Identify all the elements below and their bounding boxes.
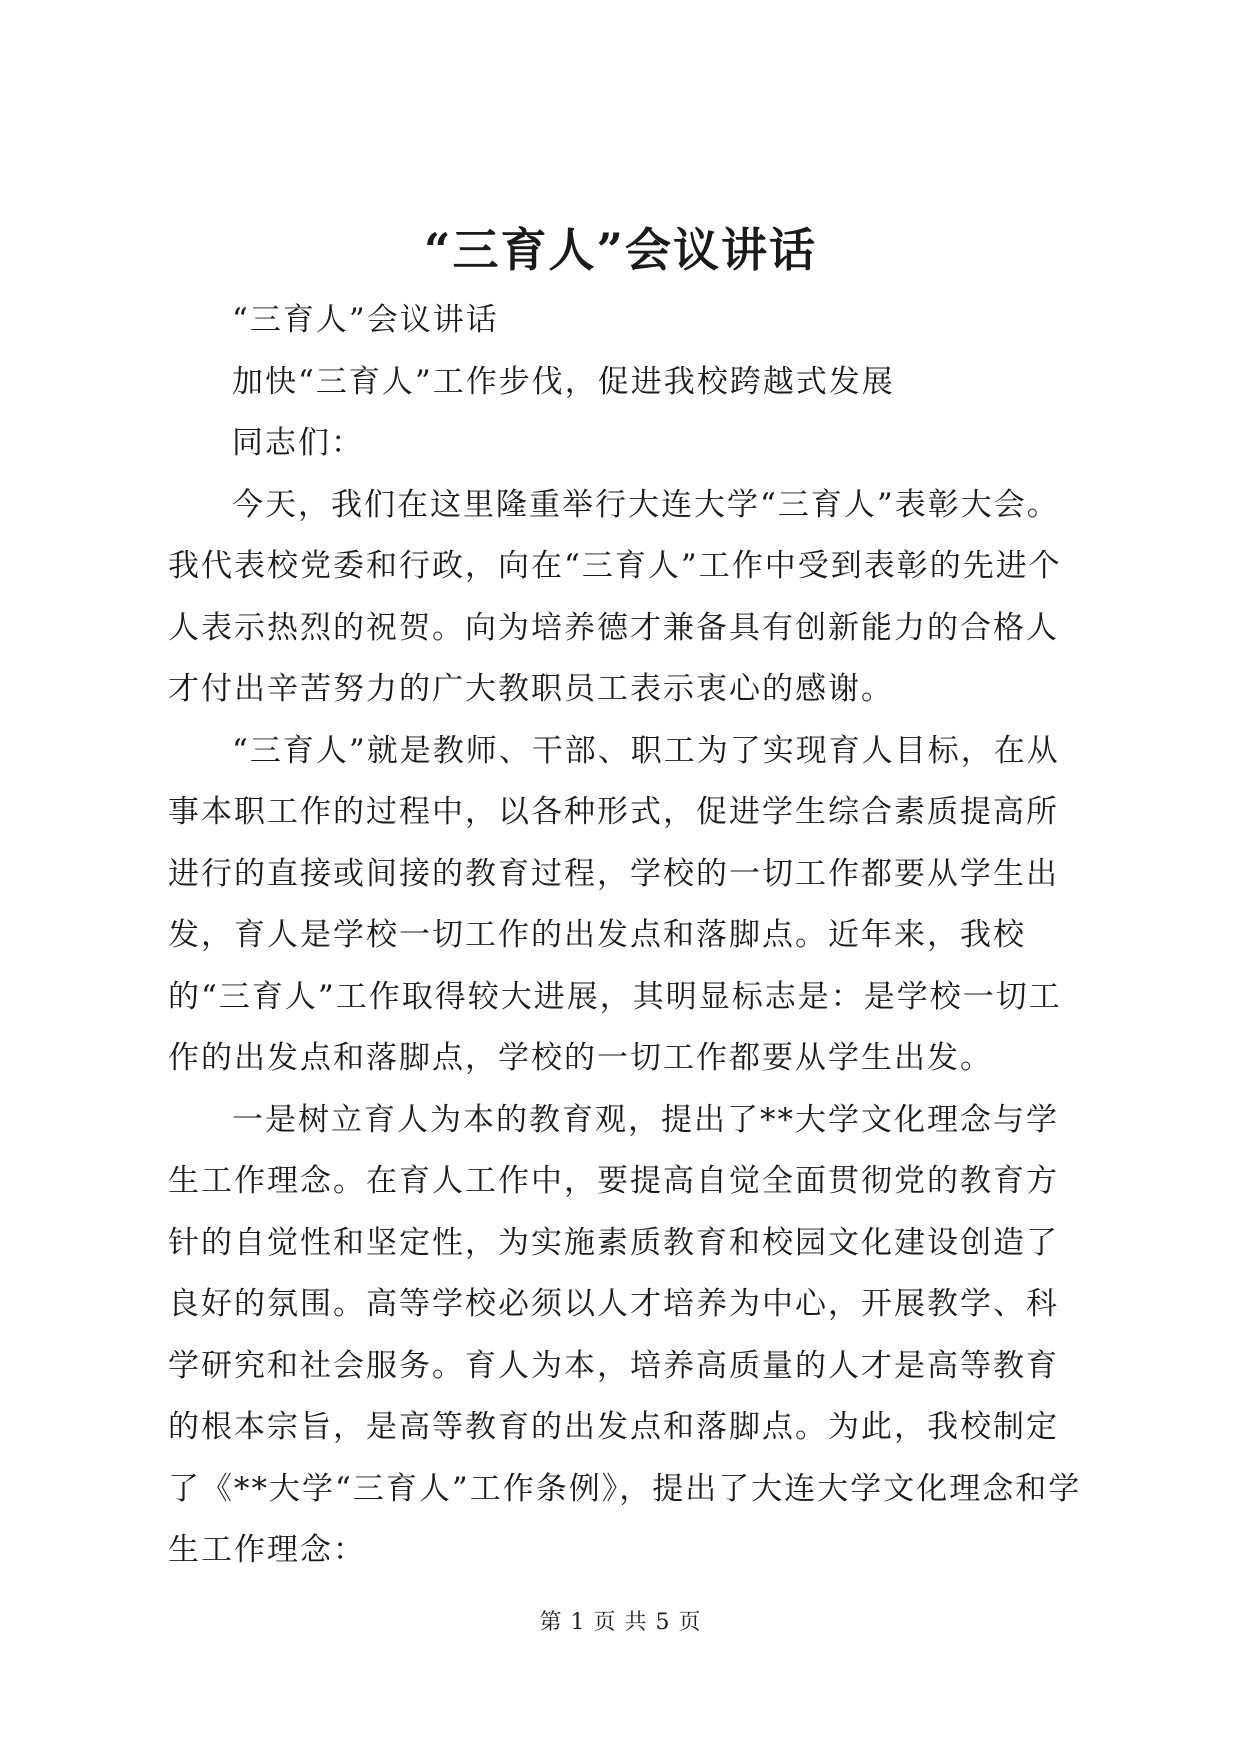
document-title: “三育人”会议讲话: [424, 223, 817, 277]
body-paragraph: “三育人”就是教师、干部、职工为了实现育人目标，在从事本职工作的过程中，以各种形式，促进学生综合素质提高所进行的直接或间接的教育过程，学校的一切工作都要从学生出发，育人是学校一切工作的出发点和落脚点。近年来，我校的“三育人”工作取得较大进展，其明显标志是：是学校一切工作的出发点和落脚点，学校的一切工作都要从学生出发。: [168, 732, 1062, 1076]
heading-paragraph: 加快“三育人”工作步伐，促进我校跨越式发展: [232, 363, 895, 400]
subtitle-paragraph: “三育人”会议讲话: [232, 302, 499, 338]
document-body: [168, 290, 1088, 1582]
body-paragraph: 今天，我们在这里隆重举行大连大学“三育人”表彰大会。我代表校党委和行政，向在“三育人”工作中受到表彰的先进个人表示热烈的祝贺。向为培养德才兼备具有创新能力的合格人才付出辛苦努力的广大教职员工表示衷心的感谢。: [168, 486, 1062, 707]
salutation-paragraph: 同志们：: [232, 425, 364, 461]
body-paragraph: 一是树立育人为本的教育观，提出了**大学文化理念与学生工作理念。在育人工作中，要提高自觉全面贯彻党的教育方针的自觉性和坚定性，为实施素质教育和校园文化建设创造了良好的氛围。高等学校必须以人才培养为中心，开展教学、科学研究和社会服务。育人为本，培养高质量的人才是高等教育的根本宗旨，是高等教育的出发点和落脚点。为此，我校制定了《**大学“三育人”工作条例》，提出了大连大学文化理念和学生工作理念：: [168, 1101, 1082, 1568]
page-footer: 第 1 页 共 5 页: [539, 1610, 702, 1635]
